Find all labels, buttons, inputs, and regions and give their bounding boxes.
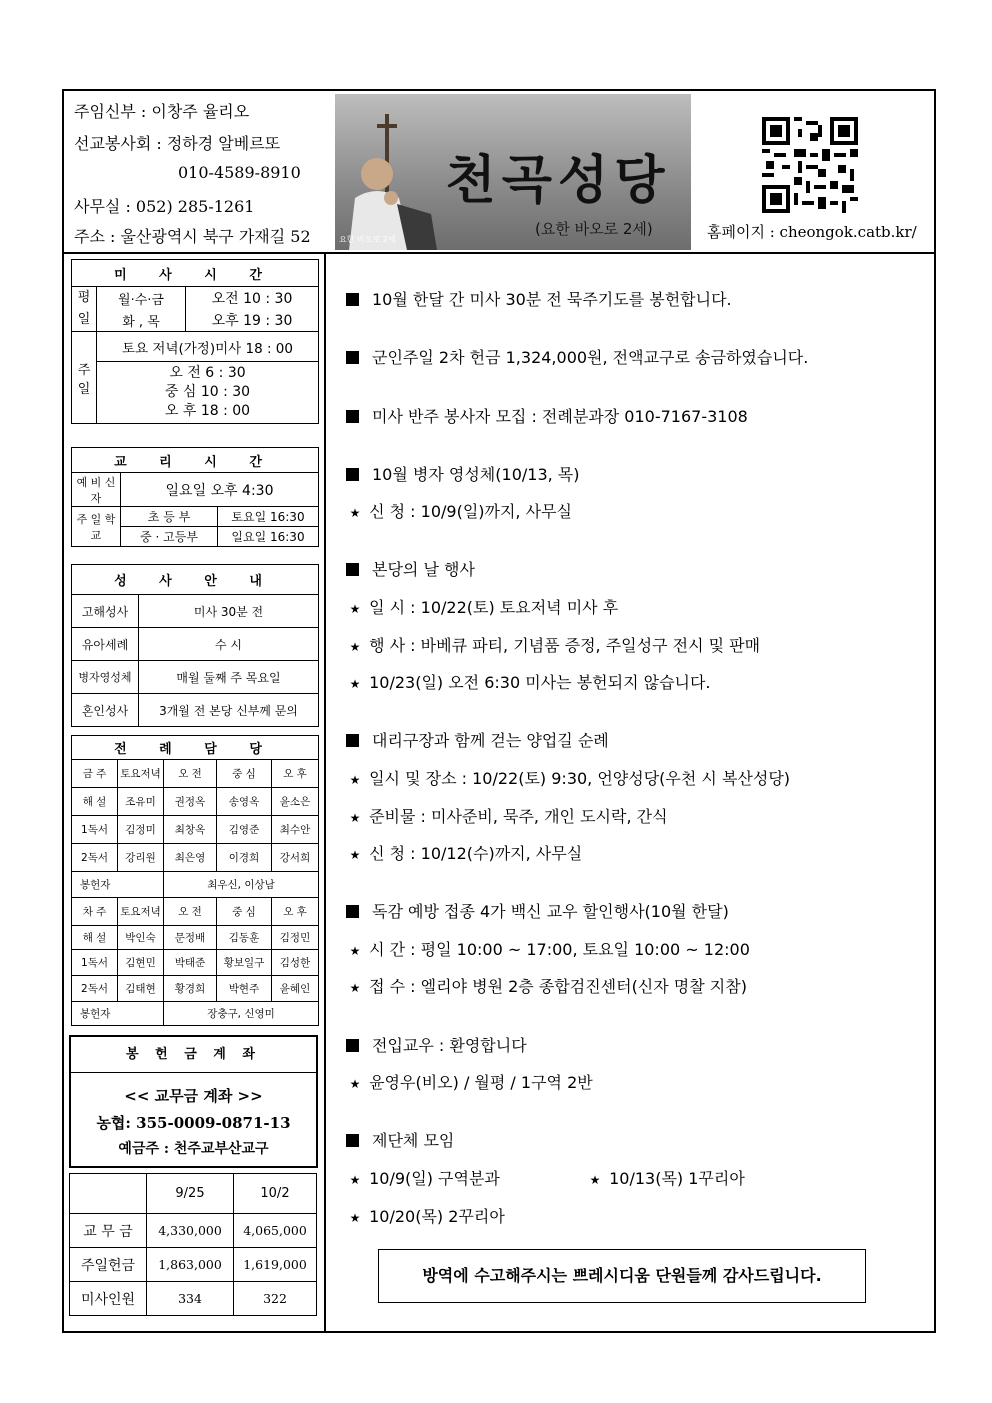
roster-cell: 해 설 [72, 788, 118, 816]
finance-table [69, 1173, 317, 1316]
sacraments-table [71, 564, 319, 727]
roster-cell: 오 후 [272, 760, 319, 788]
finance-corner [70, 1174, 147, 1214]
catechism-title: 교 리 시 간 [72, 448, 319, 473]
notice-detail: ★ 일시 및 장소 : 10/22(토) 9:30, 언양성당(우천 시 복산성당) [346, 766, 790, 789]
roster-cell: 차 주 [72, 898, 118, 926]
finance-value: 322 [234, 1282, 317, 1316]
sacrament-info: 수 시 [139, 628, 319, 661]
roster-cell: 조유미 [118, 788, 164, 816]
sacrament-name: 고해성사 [72, 595, 139, 628]
notice-detail: ★ 신 청 : 10/9(일)까지, 사무실 [346, 499, 572, 522]
pre-catechumen-label: 예 비 신 자 [72, 473, 121, 507]
roster-cell: 최은영 [164, 844, 217, 872]
roster-cell: 김태현 [118, 976, 164, 1002]
notice-detail: ★ 10/23(일) 오전 6:30 미사는 봉헌되지 않습니다. [346, 670, 711, 693]
finance-label: 교 무 금 [70, 1214, 147, 1248]
sacrament-name: 혼인성사 [72, 694, 139, 727]
notice-detail: ★ 행 사 : 바베큐 파티, 기념품 증정, 주일성구 전시 및 판매 [346, 633, 760, 656]
pastor-line: 주임신부 : 이창주 율리오 [74, 102, 250, 121]
roster-cell: 박현주 [217, 976, 272, 1002]
star-bullet-icon: ★ [349, 848, 361, 862]
thanks-box: 방역에 수고해주시는 쁘레시디움 단원들께 감사드립니다. [378, 1249, 866, 1303]
photo-caption: 요한 바오로 2세 [339, 235, 396, 244]
notice-detail: ★ 윤영우(비오) / 월평 / 1구역 2반 [346, 1070, 593, 1093]
roster-cell: 강리원 [118, 844, 164, 872]
roster-cell: 윤소은 [272, 788, 319, 816]
roster-cell: 강서희 [272, 844, 319, 872]
sacrament-info: 미사 30분 전 [139, 595, 319, 628]
offertory-label: 봉헌자 [72, 1002, 164, 1026]
roster-cell: 황보일구 [217, 950, 272, 976]
notice-parish-day: 본당의 날 행사 [346, 557, 475, 580]
sunday-school-label: 주 일 학 교 [72, 507, 121, 547]
roster-cell: 박태준 [164, 950, 217, 976]
star-bullet-icon: ★ [349, 1173, 361, 1187]
roster-cell: 해 설 [72, 926, 118, 950]
notice-detail: ★ 10/13(목) 1꾸리아 [586, 1166, 745, 1189]
star-bullet-icon: ★ [349, 1211, 361, 1225]
roster-cell: 김현민 [118, 950, 164, 976]
star-bullet-icon: ★ [349, 981, 361, 995]
bullet-square-icon [346, 468, 359, 481]
notice-pilgrimage: 대리구장과 함께 걷는 양업길 순례 [346, 728, 609, 751]
roster-cell: 최수안 [272, 816, 319, 844]
star-bullet-icon: ★ [349, 773, 361, 787]
notice-group-meetings: 제단체 모임 [346, 1128, 454, 1151]
sacrament-name: 유아세례 [72, 628, 139, 661]
middle-high-label: 중 · 고등부 [121, 527, 218, 547]
notice-detail: ★ 10/20(목) 2꾸리아 [346, 1204, 505, 1227]
roster-cell: 김정미 [118, 816, 164, 844]
sunday-mass-2: 중 심 10 : 30 [164, 384, 251, 400]
bullet-square-icon [346, 351, 359, 364]
bullet-square-icon [346, 1039, 359, 1052]
bullet-square-icon [346, 905, 359, 918]
notice-rosary: 10월 한달 간 미사 30분 전 묵주기도를 봉헌합니다. [346, 287, 732, 310]
bullet-square-icon [346, 563, 359, 576]
finance-label: 미사인원 [70, 1282, 147, 1316]
roster-cell: 이경희 [217, 844, 272, 872]
star-bullet-icon: ★ [589, 1173, 601, 1187]
finance-value: 1,863,000 [147, 1248, 234, 1282]
star-bullet-icon: ★ [349, 602, 361, 616]
finance-date: 10/2 [234, 1174, 317, 1214]
roster-cell: 1독서 [72, 950, 118, 976]
roster-cell: 중 심 [217, 898, 272, 926]
roster-cell: 오 전 [164, 760, 217, 788]
weekday-time-2: 오후 19 : 30 [186, 309, 319, 332]
notice-sick-communion: 10월 병자 영성체(10/13, 목) [346, 462, 580, 485]
offertory-names: 최우신, 이상남 [164, 872, 319, 898]
finance-label: 주일헌금 [70, 1248, 147, 1282]
roster-cell: 김정민 [272, 926, 319, 950]
roster-cell: 금 주 [72, 760, 118, 788]
church-patron: (요한 바오로 2세) [535, 220, 653, 238]
star-bullet-icon: ★ [349, 944, 361, 958]
roster-cell: 토요저녁 [118, 898, 164, 926]
sacrament-info: 3개월 전 본당 신부께 문의 [139, 694, 319, 727]
star-bullet-icon: ★ [349, 811, 361, 825]
roster-cell: 2독서 [72, 976, 118, 1002]
bullet-square-icon [346, 734, 359, 747]
elementary-time: 토요일 16:30 [218, 507, 319, 527]
roster-cell: 김영준 [217, 816, 272, 844]
star-bullet-icon: ★ [349, 1077, 361, 1091]
roster-cell: 김동훈 [217, 926, 272, 950]
liturgy-title: 전 례 담 당 [72, 736, 319, 760]
middle-high-time: 일요일 16:30 [218, 527, 319, 547]
offertory-label: 봉헌자 [72, 872, 164, 898]
address: 주소 : 울산광역시 북구 가재길 52 [74, 227, 311, 246]
office-phone: 사무실 : 052) 285-1261 [74, 197, 255, 216]
elementary-label: 초 등 부 [121, 507, 218, 527]
account-number: 농협: 355-0009-0871-13 [96, 1114, 291, 1132]
roster-cell: 중 심 [217, 760, 272, 788]
star-bullet-icon: ★ [349, 640, 361, 654]
notice-new-parishioner: 전입교우 : 환영합니다 [346, 1033, 527, 1056]
council-line: 선교봉사회 : 정하경 알베르또 [74, 134, 281, 153]
sacrament-name: 병자영성체 [72, 661, 139, 694]
notice-accompanist: 미사 반주 봉사자 모집 : 전례분과장 010-7167-3108 [346, 404, 748, 427]
church-banner [335, 94, 691, 250]
notice-detail: ★ 10/9(일) 구역분과 [346, 1166, 500, 1189]
account-title: 봉 헌 금 계 좌 [71, 1037, 316, 1073]
account-box [69, 1035, 318, 1168]
bullet-square-icon [346, 293, 359, 306]
roster-cell: 오 후 [272, 898, 319, 926]
roster-cell: 2독서 [72, 844, 118, 872]
sacrament-info: 매월 둘째 주 목요일 [139, 661, 319, 694]
notice-military-offering: 군인주일 2차 헌금 1,324,000원, 전액교구로 송금하였습니다. [346, 345, 808, 368]
mass-times-title: 미 사 시 간 [72, 260, 319, 287]
account-holder: 예금주 : 천주교부산교구 [118, 1141, 269, 1157]
council-phone: 010-4589-8910 [178, 163, 301, 182]
star-bullet-icon: ★ [349, 677, 361, 691]
bullet-square-icon [346, 410, 359, 423]
sacraments-title: 성 사 안 내 [72, 565, 319, 595]
sunday-mass-1: 오 전 6 : 30 [169, 365, 246, 381]
roster-cell: 황경희 [164, 976, 217, 1002]
roster-cell: 윤혜인 [272, 976, 319, 1002]
homepage-link[interactable]: 홈페이지 : cheongok.catb.kr/ [707, 223, 917, 241]
offertory-names: 장충구, 신영미 [164, 1002, 319, 1026]
roster-cell: 토요저녁 [118, 760, 164, 788]
notice-detail: ★ 시 간 : 평일 10:00 ~ 17:00, 토요일 10:00 ~ 12:00 [346, 937, 750, 960]
weekday-days-1: 월·수·금 [97, 287, 186, 310]
sunday-mass-3: 오 후 18 : 00 [164, 403, 251, 419]
saturday-mass: 토요 저녁(가정)미사 18 : 00 [97, 332, 319, 362]
roster-cell: 권정옥 [164, 788, 217, 816]
weekday-time-1: 오전 10 : 30 [186, 287, 319, 310]
roster-cell: 송영옥 [217, 788, 272, 816]
qr-code-icon[interactable] [762, 117, 858, 213]
roster-cell: 1독서 [72, 816, 118, 844]
column-divider [324, 252, 326, 1333]
pope-image [341, 114, 441, 250]
roster-cell: 문정배 [164, 926, 217, 950]
weekday-label: 평일 [72, 287, 97, 332]
star-bullet-icon: ★ [349, 506, 361, 520]
notice-detail: ★ 신 청 : 10/12(수)까지, 사무실 [346, 841, 582, 864]
roster-cell: 박인숙 [118, 926, 164, 950]
finance-value: 1,619,000 [234, 1248, 317, 1282]
mass-times-table [71, 259, 319, 424]
notice-detail: ★ 준비물 : 미사준비, 묵주, 개인 도시락, 간식 [346, 804, 668, 827]
bullet-square-icon [346, 1134, 359, 1147]
pre-catechumen-time: 일요일 오후 4:30 [121, 473, 319, 507]
liturgy-roster-table [71, 735, 319, 1026]
notice-detail: ★ 접 수 : 엘리야 병원 2층 종합검진센터(신자 명찰 지참) [346, 974, 747, 997]
roster-cell: 오 전 [164, 898, 217, 926]
finance-value: 4,065,000 [234, 1214, 317, 1248]
weekday-days-2: 화 , 목 [97, 309, 186, 332]
finance-date: 9/25 [147, 1174, 234, 1214]
roster-cell: 최창옥 [164, 816, 217, 844]
finance-value: 334 [147, 1282, 234, 1316]
church-name: 천곡성당 [445, 151, 671, 211]
notice-flu-vaccine: 독감 예방 접종 4가 백신 교우 할인행사(10월 한달) [346, 899, 729, 922]
roster-cell: 김성한 [272, 950, 319, 976]
notice-detail: ★ 일 시 : 10/22(토) 토요저녁 미사 후 [346, 595, 618, 618]
account-label: << 교무금 계좌 >> [124, 1087, 263, 1105]
catechism-table [71, 447, 319, 547]
header-divider [62, 252, 936, 254]
sunday-label: 주일 [72, 332, 97, 424]
finance-value: 4,330,000 [147, 1214, 234, 1248]
